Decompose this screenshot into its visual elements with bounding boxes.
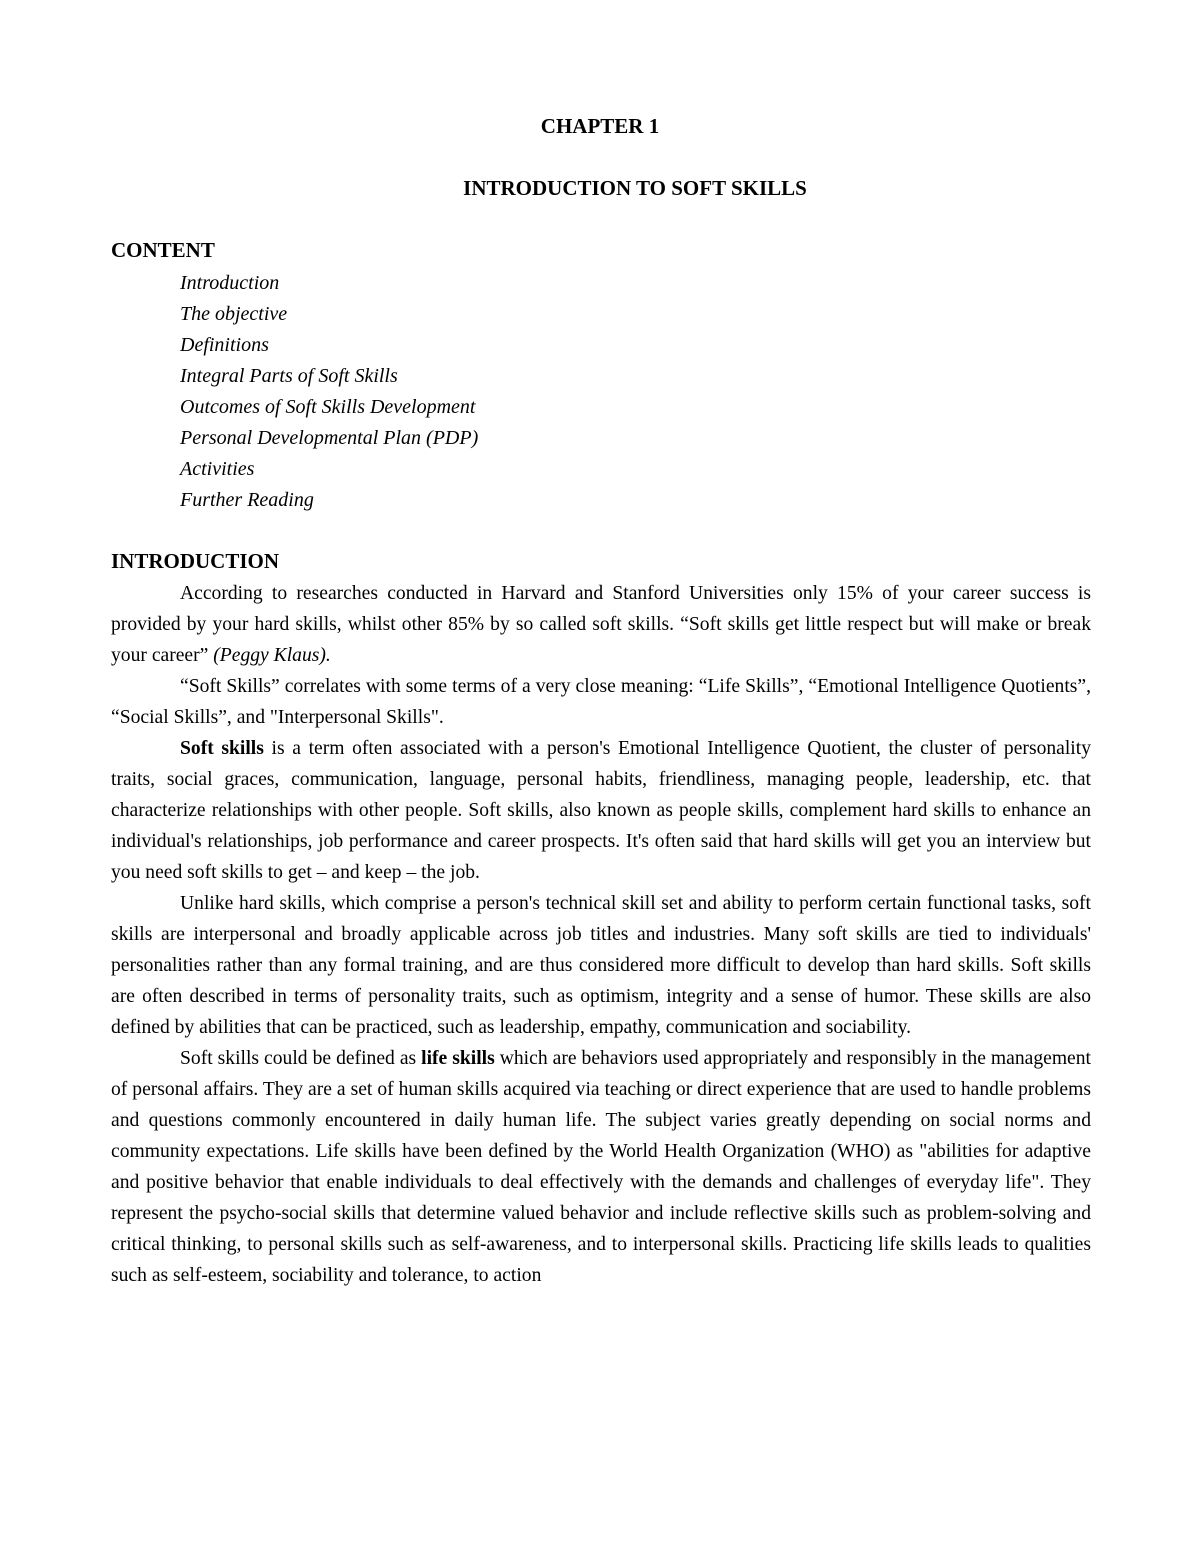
table-of-contents	[180, 268, 478, 516]
introduction-heading: INTRODUCTION	[111, 549, 280, 573]
paragraph-5-start: Soft skills could be defined as	[180, 1048, 422, 1069]
paragraph-5	[111, 1043, 1091, 1291]
citation: (Peggy Klaus).	[213, 645, 331, 666]
paragraph-1-text: According to researches conducted in Harvard and Stanford Universities only 15% of your career success is provided by your hard skills, whilst other 85% by so called soft skills. “Soft skills get little respect but will make or break your career”	[111, 583, 1091, 666]
toc-item-activities: Activities	[180, 458, 255, 480]
toc-item-objective: The objective	[180, 303, 288, 325]
paragraph-3	[111, 733, 1091, 888]
paragraph-5-rest: which are behaviors used appropriately and responsibly in the management of personal affairs. They are a set of human skills acquired via teaching or direct experience that are used to handle problems and questions commonly encountered in daily human life. The subject varies greatly depending on social norms and community expectations. Life skills have been defined by the World Health Organization (WHO) as "abilities for adaptive and positive behavior that enable individuals to deal effectively with the demands and challenges of everyday life". They represent the psycho-social skills that determine valued behavior and include reflective skills such as problem-solving and critical thinking, to personal skills such as self-awareness, and to interpersonal skills. Practicing life skills leads to qualities such as self-esteem, sociability and tolerance, to action	[111, 1048, 1091, 1286]
toc-item-outcomes: Outcomes of Soft Skills Development	[180, 396, 476, 418]
toc-item-integral-parts: Integral Parts of Soft Skills	[180, 365, 398, 387]
toc-item-pdp: Personal Developmental Plan (PDP)	[180, 427, 479, 449]
paragraph-3-text: is a term often associated with a person's Emotional Intelligence Quotient, the cluster of personality traits, social graces, communication, language, personal habits, friendliness, managing people, leadership, etc. that characterize relationships with other people. Soft skills, also known as people skills, complement hard skills to enhance an individual's relationships, job performance and career prospects. It's often said that hard skills will get you an interview but you need soft skills to get – and keep – the job.	[111, 738, 1091, 883]
toc-item-further-reading: Further Reading	[180, 489, 314, 511]
toc-item-introduction: Introduction	[180, 272, 280, 294]
term-life-skills: life skills	[421, 1048, 495, 1069]
chapter-label: CHAPTER 1	[540, 114, 660, 138]
term-soft-skills: Soft skills	[180, 738, 264, 759]
introduction-body	[111, 578, 1091, 1291]
chapter-title: INTRODUCTION TO SOFT SKILLS	[463, 176, 807, 200]
toc-item-definitions: Definitions	[180, 334, 269, 356]
paragraph-2: “Soft Skills” correlates with some terms of a very close meaning: “Life Skills”, “Emotional Intelligence Quotients”, “Social Skills”, and "Interpersonal Skills".	[111, 676, 1091, 728]
paragraph-1	[111, 578, 1091, 671]
paragraph-4: Unlike hard skills, which comprise a person's technical skill set and ability to perform certain functional tasks, soft skills are interpersonal and broadly applicable across job titles and industries. Many soft skills are tied to individuals' personalities rather than any formal training, and are thus considered more difficult to develop than hard skills. Soft skills are often described in terms of personality traits, such as optimism, integrity and a sense of humor. These skills are also defined by abilities that can be practiced, such as leadership, empathy, communication and sociability.	[111, 893, 1091, 1038]
content-heading: CONTENT	[111, 238, 215, 262]
